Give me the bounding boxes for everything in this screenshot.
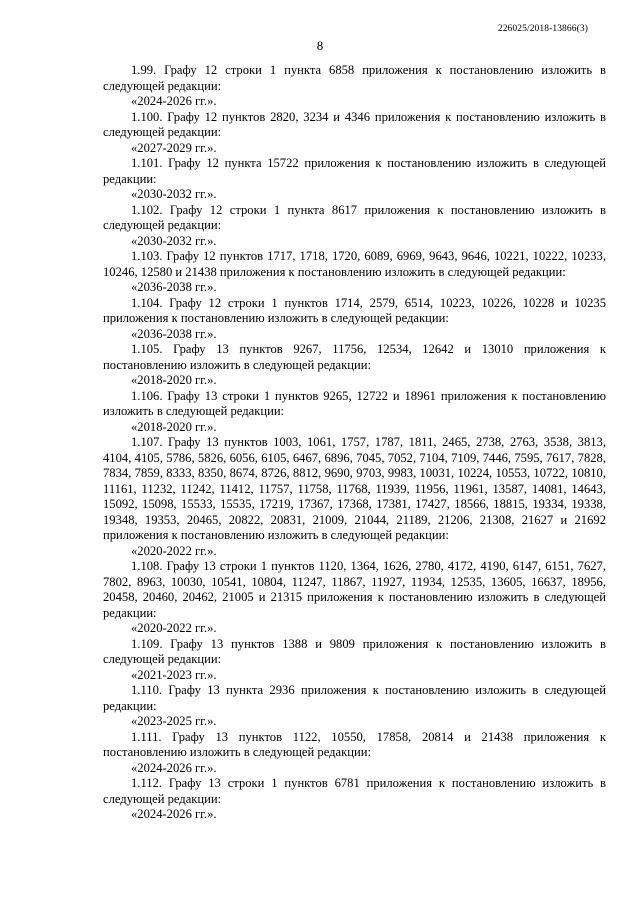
amendment-value: «2023-2025 гг.». [131, 714, 217, 728]
document-id: 226025/2018-13866(3) [497, 24, 588, 34]
amendment-value: «2027-2029 гг.». [131, 140, 217, 155]
amendment-paragraph: 1.99. Графу 12 строки 1 пункта 6858 приложения к постановлению изложить в следующей редакции: [103, 63, 606, 93]
amendment-value: «2024-2026 гг.». [131, 807, 217, 821]
document-body [103, 63, 606, 823]
amendment-paragraph: 1.100. Графу 12 пунктов 2820, 3234 и 4346 приложения к постановлению изложить в следующей редакции: [103, 109, 606, 139]
amendment-value: «2036-2038 гг.». [131, 280, 217, 294]
amendment-value: «2020-2022 гг.». [131, 621, 217, 635]
amendment-paragraph: 1.105. Графу 13 пунктов 9267, 11756, 12534, 12642 и 13010 приложения к постановлению изложить в следующей редакции: [103, 342, 606, 372]
amendment-value: «2020-2022 гг.». [131, 543, 217, 558]
amendment-paragraph: 1.107. Графу 13 пунктов 1003, 1061, 1757, 1787, 1811, 2465, 2738, 2763, 3538, 3813, 4104, 4105, 5786, 5826, 6056, 6105, 6467, 6896, 7045, 7052, 7104, 7109, 7446, 7595, 7617, 7828, 7834, 7859, 8333, 8350, 8674, 8726, 8812, 9690, 9703, 9983, 10031, 10224, 10553, 10722, 10810, 11161, 11232, 11242, 11412, 11757, 11758, 11768, 11939, 11956, 11961, 13587, 14081, 14643, 15092, 15098, 15533, 15535, 17219, 17367, 17368, 17381, 17427, 18566, 18815, 19334, 19338, 19348, 19353, 20465, 20822, 20831, 21009, 21044, 21189, 21206, 21308, 21627 и 21692 приложения к постановлению изложить в следующей редакции: [103, 435, 606, 542]
amendment-paragraph: 1.110. Графу 13 пункта 2936 приложения к постановлению изложить в следующей редакции: [103, 683, 606, 713]
amendment-paragraph: 1.102. Графу 12 строки 1 пункта 8617 приложения к постановлению изложить в следующей редакции: [103, 202, 606, 232]
amendment-paragraph: 1.103. Графу 12 пунктов 1717, 1718, 1720, 6089, 6969, 9643, 9646, 10221, 10222, 10233, 10246, 12580 и 21438 приложения к постановлению изложить в следующей редакции: [103, 249, 606, 279]
amendment-paragraph: 1.101. Графу 12 пункта 15722 приложения к постановлению изложить в следующей редакции: [103, 156, 606, 186]
amendment-value: «2021-2023 гг.». [131, 667, 217, 682]
amendment-value: «2018-2020 гг.». [131, 373, 217, 387]
amendment-value: «2036-2038 гг.». [131, 326, 217, 341]
amendment-paragraph: 1.109. Графу 13 пунктов 1388 и 9809 приложения к постановлению изложить в следующей редакции: [103, 636, 606, 666]
amendment-value: «2024-2026 гг.». [131, 94, 217, 108]
page-number: 8 [316, 38, 324, 53]
amendment-paragraph: 1.104. Графу 12 строки 1 пунктов 1714, 2579, 6514, 10223, 10226, 10228 и 10235 приложения к постановлению изложить в следующей редакции: [103, 295, 606, 325]
amendment-paragraph: 1.112. Графу 13 строки 1 пунктов 6781 приложения к постановлению изложить в следующей редакции: [103, 776, 606, 806]
amendment-value: «2018-2020 гг.». [131, 419, 217, 434]
amendment-paragraph: 1.111. Графу 13 пунктов 1122, 10550, 17858, 20814 и 21438 приложения к постановлению изложить в следующей редакции: [103, 729, 606, 759]
amendment-paragraph: 1.106. Графу 13 строки 1 пунктов 9265, 12722 и 18961 приложения к постановлению изложить в следующей редакции: [103, 388, 606, 418]
amendment-value: «2030-2032 гг.». [131, 233, 217, 248]
amendment-paragraph: 1.108. Графу 13 строки 1 пунктов 1120, 1364, 1626, 2780, 4172, 4190, 6147, 6151, 7627, 7802, 8963, 10030, 10541, 10804, 11247, 11867, 11927, 11934, 12535, 13605, 16637, 18956, 20458, 20460, 20462, 21005 и 21315 приложения к постановлению изложить в следующей редакции: [103, 559, 606, 620]
amendment-value: «2030-2032 гг.». [131, 187, 217, 201]
amendment-value: «2024-2026 гг.». [131, 760, 217, 775]
